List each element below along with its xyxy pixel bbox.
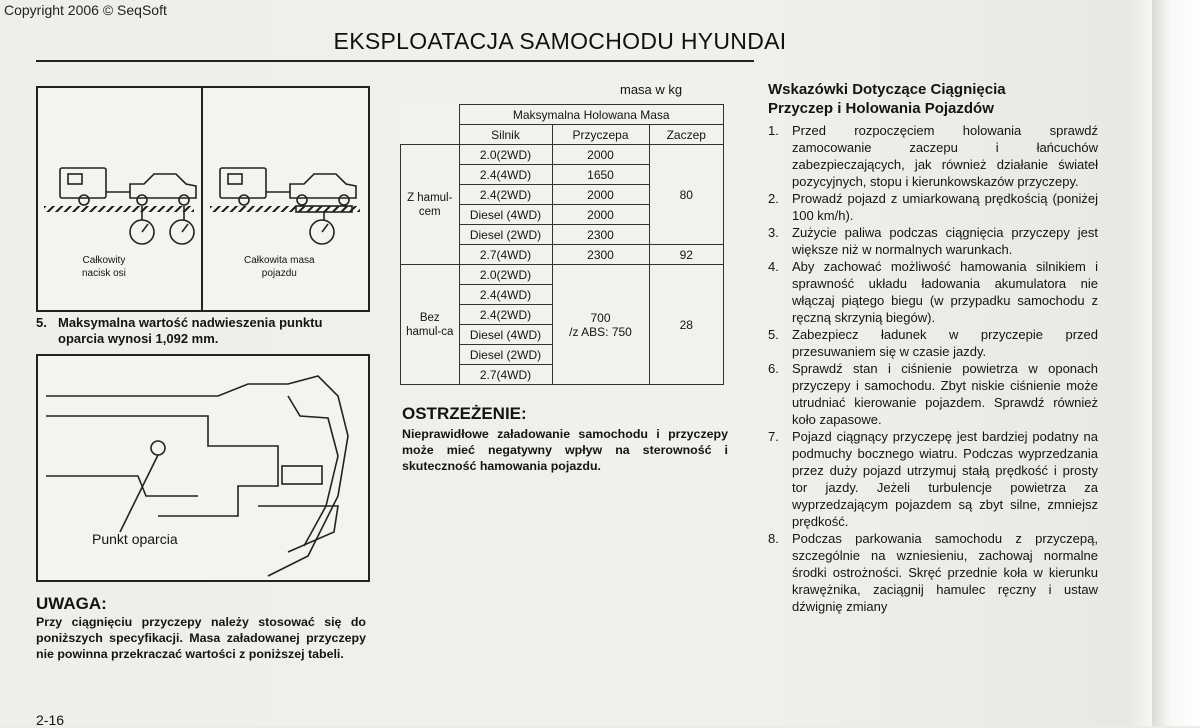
hitch-point-figure	[36, 354, 370, 582]
caption-axle-load: Całkowity nacisk osi	[82, 255, 126, 279]
item-5-text: Maksymalna wartość nadwieszenia punktu oparcia wynosi 1,092 mm.	[58, 315, 323, 346]
engine-cell: 2.7(4WD)	[459, 245, 552, 265]
uwaga-text: Przy ciągnięciu przyczepy należy stosować się do poniższych specyfikacji. Masa załadowanej przyczepy nie powinna przekraczać wartości z poniższej tabeli.	[36, 615, 366, 661]
step-text: Zużycie paliwa podczas ciągnięcia przyczepy jest większe niż w normalnych warunkach.	[792, 225, 1098, 257]
table-title: Maksymalna Holowana Masa	[459, 105, 724, 125]
step-number: 3.	[768, 225, 779, 240]
hitch-illustration	[38, 356, 368, 580]
page-header: EKSPLOATACJA SAMOCHODU HYUNDAI	[333, 28, 787, 54]
step-number: 8.	[768, 531, 779, 546]
step-number: 2.	[768, 191, 779, 206]
step-number: 5.	[768, 327, 779, 342]
engine-cell: Diesel (4WD)	[459, 205, 552, 225]
step-number: 7.	[768, 429, 779, 444]
engine-cell: 2.4(2WD)	[459, 185, 552, 205]
step-text: Przed rozpoczęciem holowania sprawdź zamocowanie zaczepu i łańcuchów zabezpieczających, jak również działanie świateł pozycyjnych, stopu i kierunkowskazów przyczepy.	[792, 123, 1098, 189]
list-item	[768, 428, 1098, 530]
towing-tips-list	[768, 122, 1098, 615]
page-number: 2-16	[36, 712, 65, 728]
trailer-cell: 2000	[552, 145, 649, 165]
trailer-cell: 2000	[552, 205, 649, 225]
towing-weight-figure	[36, 86, 370, 312]
list-item	[768, 224, 1098, 258]
engine-cell: Diesel (2WD)	[459, 345, 552, 365]
engine-cell: Diesel (2WD)	[459, 225, 552, 245]
ostrzezenie-heading: OSTRZEŻENIE:	[402, 404, 527, 423]
table-unit: masa w kg	[620, 82, 683, 97]
list-item	[768, 122, 1098, 190]
ground-hatch-left	[44, 206, 194, 212]
step-number: 1.	[768, 123, 779, 138]
trailer-cell: 1650	[552, 165, 649, 185]
item-5-number: 5.	[36, 315, 47, 330]
hitch-cell-unbraked: 28	[649, 265, 724, 385]
header-rule	[36, 60, 754, 62]
hitch-cell-braked: 80	[649, 145, 724, 245]
list-item	[768, 326, 1098, 360]
trailer-cell: 2300	[552, 225, 649, 245]
page-edge	[1152, 0, 1200, 726]
towing-mass-table	[400, 104, 724, 385]
col-header-engine: Silnik	[459, 125, 552, 145]
col-header-trailer: Przyczepa	[552, 125, 649, 145]
table-corner	[401, 105, 460, 145]
step-text: Sprawdź stan i ciśnienie powietrza w oponach przyczepy i samochodu. Zbyt niskie ciśnienie może utrudniać kierowanie pojazdem. Sprawdź również koło zapasowe.	[792, 361, 1098, 427]
group-braked-label: Z hamul-cem	[401, 145, 460, 265]
list-item	[768, 258, 1098, 326]
trailer-unbraked-value: 700	[590, 310, 611, 325]
uwaga-heading: UWAGA:	[36, 594, 107, 613]
towing-tips-title: Wskazówki Dotyczące Ciągnięcia Przyczep i Holowania Pojazdów	[768, 81, 1006, 117]
engine-cell: 2.4(2WD)	[459, 305, 552, 325]
step-number: 6.	[768, 361, 779, 376]
list-item	[768, 530, 1098, 615]
engine-cell: Diesel (4WD)	[459, 325, 552, 345]
step-text: Podczas parkowania samochodu z przyczepą, szczególnie na wzniesieniu, zachowaj normalne środki ostrożności. Skręć przednie koła w kierunku krawężnika, zaciągnij hamulec ręczny i ustaw dźwignię zmiany	[792, 531, 1098, 614]
engine-cell: 2.0(2WD)	[459, 265, 552, 285]
engine-cell: 2.4(4WD)	[459, 285, 552, 305]
copyright-notice: Copyright 2006 © SeqSoft	[4, 2, 167, 18]
step-text: Aby zachować możliwość hamowania silnikiem i sprawność układu ładowania akumulatora nie włączaj piątego biegu (w przypadku samochodu z ręczną skrzynią biegów).	[792, 259, 1098, 325]
step-text: Zabezpiecz ładunek w przyczepie przed przesuwaniem się w czasie jazdy.	[792, 327, 1098, 359]
engine-cell: 2.7(4WD)	[459, 365, 552, 385]
col-header-hitch: Zaczep	[649, 125, 724, 145]
caption-hitch-point: Punkt oparcia	[92, 531, 178, 547]
step-number: 4.	[768, 259, 779, 274]
step-text: Prowadź pojazd z umiarkowaną prędkością (poniżej 100 km/h).	[792, 191, 1098, 223]
item-5-overhang	[36, 315, 371, 347]
ground-hatch-right	[210, 206, 360, 212]
engine-cell: 2.0(2WD)	[459, 145, 552, 165]
trailer-cell: 2000	[552, 185, 649, 205]
group-unbraked-label: Bez hamul-ca	[401, 265, 460, 385]
trailer-cell-unbraked	[552, 265, 649, 385]
ostrzezenie-text: Nieprawidłowe załadowanie samochodu i przyczepy może mieć negatywny wpływ na sterowność i skuteczność hamowania pojazdu.	[402, 427, 728, 473]
trailer-unbraked-abs: /z ABS: 750	[569, 324, 632, 339]
list-item	[768, 190, 1098, 224]
list-item	[768, 360, 1098, 428]
trailer-cell: 2300	[552, 245, 649, 265]
engine-cell: 2.4(4WD)	[459, 165, 552, 185]
hitch-cell-27: 92	[649, 245, 724, 265]
caption-vehicle-mass: Całkowita masa pojazdu	[244, 255, 315, 279]
step-text: Pojazd ciągnący przyczepę jest bardziej podatny na podmuchy bocznego wiatru. Podczas wyprzedzania przez duży pojazd utrzymuj stałą prędkość i prosty tor jazdy. Jeżeli turbulencje powietrza za wyprzedzającym pojazdem są zbyt silne, zmniejsz prędkość.	[792, 429, 1098, 529]
